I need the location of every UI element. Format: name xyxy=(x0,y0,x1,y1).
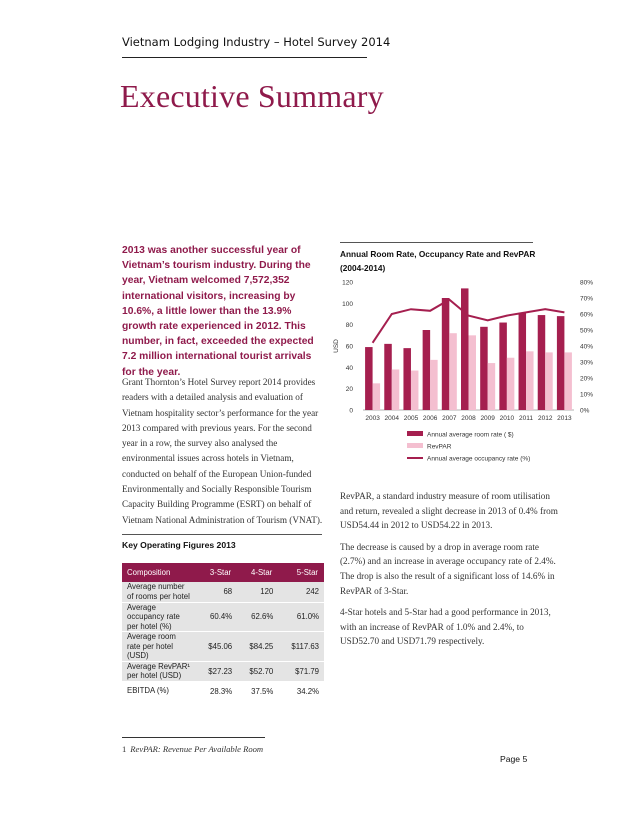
bar-revpar xyxy=(373,383,381,410)
bar-room-rate xyxy=(423,330,431,410)
x-tick-label: 2005 xyxy=(403,415,419,422)
bar-room-rate xyxy=(480,327,488,410)
x-tick-label: 2009 xyxy=(480,415,495,422)
x-tick-label: 2008 xyxy=(461,415,476,422)
intro-paragraph: 2013 was another successful year of Vietnam’s tourism industry. During the year, Vietnam welcomed 7,572,352 international visitors, increasing by 10.6%, a little lower than the 13.9% growth rate experienced in 2012. This number, in fact, exceeded the expected 7.2 million international tourist arrivals for the year. xyxy=(122,245,314,378)
room-rate-occupancy-revpar-chart xyxy=(330,276,600,476)
table-row xyxy=(122,602,324,632)
x-tick-label: 2004 xyxy=(384,415,400,422)
y2-tick-label: 70% xyxy=(580,295,594,303)
row-label: Average number of rooms per hotel xyxy=(122,582,196,602)
footnote xyxy=(122,744,263,754)
x-tick-label: 2012 xyxy=(537,415,553,422)
y2-tick-label: 10% xyxy=(580,391,594,399)
bar-revpar xyxy=(430,360,438,410)
bar-room-rate xyxy=(384,344,392,410)
y-tick-label: 60 xyxy=(345,343,353,351)
row-label: Average room rate per hotel (USD) xyxy=(122,632,196,662)
y2-tick-label: 40% xyxy=(580,343,594,351)
footnote-number: 1 xyxy=(122,744,127,754)
cell-3-star: $27.23 xyxy=(196,661,237,681)
bar-room-rate xyxy=(557,316,565,410)
x-tick-label: 2013 xyxy=(557,415,572,422)
legend-label: RevPAR xyxy=(427,443,452,451)
cell-4-star: 62.6% xyxy=(237,602,278,632)
table-header-row xyxy=(122,563,324,582)
bar-room-rate xyxy=(365,347,373,410)
key-figures-table xyxy=(122,563,324,702)
bar-revpar xyxy=(449,333,457,410)
y-tick-label: 80 xyxy=(345,322,353,330)
header-rule xyxy=(122,57,367,58)
legend-label: Annual average room rate ( $) xyxy=(427,431,514,439)
footnote-text: RevPAR: Revenue Per Available Room xyxy=(130,744,264,754)
y-axis-label: USD xyxy=(333,339,340,353)
bar-room-rate xyxy=(403,348,411,410)
bar-revpar xyxy=(507,358,515,410)
cell-5-star: 34.2% xyxy=(278,681,324,701)
col-header-3-star: 3-Star xyxy=(196,563,237,582)
body-paragraph: The decrease is caused by a drop in average room rate (2.7%) and an increase in average occupancy rate of 2.4%. The drop is also the result of a significant loss of 14.6% in RevPAR of 3-Star. xyxy=(340,541,556,596)
cell-5-star: 242 xyxy=(278,582,324,602)
table-row xyxy=(122,582,324,602)
bar-room-rate xyxy=(499,323,507,410)
cell-3-star: $45.06 xyxy=(196,632,237,662)
cell-3-star: 68 xyxy=(196,582,237,602)
bar-room-rate xyxy=(519,313,527,410)
y-tick-label: 0 xyxy=(349,407,353,415)
cell-5-star: 61.0% xyxy=(278,602,324,632)
x-tick-label: 2011 xyxy=(519,415,534,422)
row-label: Average occupancy rate per hotel (%) xyxy=(122,602,196,632)
cell-3-star: 60.4% xyxy=(196,602,237,632)
bar-revpar xyxy=(564,352,572,410)
bar-room-rate xyxy=(442,298,450,410)
y2-tick-label: 50% xyxy=(580,327,594,335)
body-right xyxy=(340,489,560,656)
cell-4-star: 120 xyxy=(237,582,278,602)
y-tick-label: 100 xyxy=(342,300,353,308)
col-header-4-star: 4-Star xyxy=(237,563,278,582)
col-header-5-star: 5-Star xyxy=(278,563,324,582)
x-tick-label: 2007 xyxy=(442,415,457,422)
cell-4-star: $52.70 xyxy=(237,661,278,681)
table-row xyxy=(122,681,324,701)
y2-tick-label: 0% xyxy=(580,407,590,415)
legend-swatch xyxy=(407,443,423,448)
bar-revpar xyxy=(488,363,496,410)
key-figures-rule xyxy=(122,534,322,535)
legend-swatch xyxy=(407,431,423,436)
y2-tick-label: 60% xyxy=(580,311,594,319)
bar-room-rate xyxy=(538,315,546,410)
bar-revpar xyxy=(469,335,477,410)
footnote-rule xyxy=(122,737,265,738)
y2-tick-label: 80% xyxy=(580,279,594,287)
y-tick-label: 120 xyxy=(342,279,353,287)
cell-4-star: 37.5% xyxy=(237,681,278,701)
row-label: EBITDA (%) xyxy=(122,681,196,701)
cell-3-star: 28.3% xyxy=(196,681,237,701)
y-tick-label: 20 xyxy=(345,386,353,394)
table-row xyxy=(122,632,324,662)
key-figures-title: Key Operating Figures 2013 xyxy=(122,540,236,550)
col-header-composition: Composition xyxy=(122,563,196,582)
row-label: Average RevPAR¹ per hotel (USD) xyxy=(122,661,196,681)
y2-tick-label: 20% xyxy=(580,375,594,383)
bar-revpar xyxy=(411,371,419,410)
cell-5-star: $117.63 xyxy=(278,632,324,662)
page-title: Executive Summary xyxy=(120,78,384,114)
y-tick-label: 40 xyxy=(345,364,353,372)
header-title: Vietnam Lodging Industry – Hotel Survey 2014 xyxy=(122,35,391,49)
legend-label: Annual average occupancy rate (%) xyxy=(427,455,531,463)
y2-tick-label: 30% xyxy=(580,359,594,367)
x-tick-label: 2003 xyxy=(365,415,380,422)
chart-rule xyxy=(340,242,533,243)
bar-room-rate xyxy=(461,288,469,410)
bar-revpar xyxy=(545,352,553,410)
table-row xyxy=(122,661,324,681)
cell-5-star: $71.79 xyxy=(278,661,324,681)
x-tick-label: 2006 xyxy=(422,415,438,422)
chart-title: Annual Room Rate, Occupancy Rate and RevPAR (2004-2014) xyxy=(340,249,536,273)
body-paragraph-left: Grant Thornton’s Hotel Survey report 2014 provides readers with a detailed analysis and evaluation of Vietnam hospitality sector’s performance for the year 2013 compared with previous years. For the second year in a row, the survey also analysed the environmental issues across hotels in Vietnam, conducted on behalf of the European Union-funded Environmentally and Socially Responsible Tourism Capacity Building Programme (ESRT) on behalf of Vietnam National Administration of Tourism (VNAT). xyxy=(122,377,323,525)
page-number: Page 5 xyxy=(500,754,528,764)
cell-4-star: $84.25 xyxy=(237,632,278,662)
bar-revpar xyxy=(526,351,534,410)
bar-revpar xyxy=(392,369,400,410)
body-paragraph: RevPAR, a standard industry measure of room utilisation and return, revealed a slight decrease in 2013 of 0.4% from USD54.44 in 2012 to USD54.22 in 2013. xyxy=(340,491,558,531)
x-tick-label: 2010 xyxy=(499,415,515,422)
body-paragraph: 4-Star hotels and 5-Star had a good performance in 2013, with an increase of RevPAR of 1.0% and 2.4%, to USD52.70 and USD71.79 respectively. xyxy=(340,607,551,647)
